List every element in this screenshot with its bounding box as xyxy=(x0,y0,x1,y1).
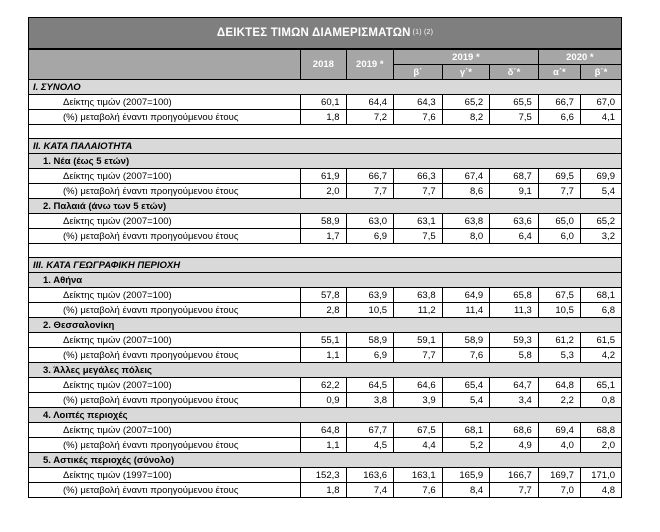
title-footnote-refs: (1) (2) xyxy=(412,28,434,36)
value-cell: 67,4 xyxy=(442,169,490,184)
value-cell: 11,4 xyxy=(442,303,490,318)
value-cell: 5,8 xyxy=(490,348,539,363)
spacer-cell xyxy=(442,125,490,139)
price-index-table xyxy=(28,49,622,498)
value-cell: 64,5 xyxy=(346,378,394,393)
value-cell: 7,5 xyxy=(394,229,443,244)
value-cell: 4,2 xyxy=(580,348,621,363)
spacer-cell xyxy=(346,125,394,139)
spacer-cell xyxy=(301,125,346,139)
row-label: Δείκτης τιμών (1997=100) xyxy=(29,468,301,483)
spacer-cell xyxy=(490,125,539,139)
spacer-cell xyxy=(29,125,301,139)
spacer-cell xyxy=(580,244,621,258)
header-2020-q2: β΄* xyxy=(580,65,621,80)
value-cell: 58,9 xyxy=(442,333,490,348)
value-cell: 6,9 xyxy=(346,229,394,244)
value-cell: 61,2 xyxy=(538,333,580,348)
value-cell: 7,5 xyxy=(490,110,539,125)
value-cell: 166,7 xyxy=(490,468,539,483)
table-row xyxy=(29,333,622,348)
row-label: (%) μεταβολή έναντι προηγούμενου έτους xyxy=(29,110,301,125)
value-cell: 169,7 xyxy=(538,468,580,483)
value-cell: 5,2 xyxy=(442,438,490,453)
value-cell: 58,9 xyxy=(346,333,394,348)
value-cell: 4,9 xyxy=(490,438,539,453)
subsection-header-row xyxy=(29,273,622,288)
value-cell: 4,5 xyxy=(346,438,394,453)
row-label: Δείκτης τιμών (2007=100) xyxy=(29,333,301,348)
spacer-cell xyxy=(538,244,580,258)
value-cell: 8,4 xyxy=(442,483,490,498)
price-index-table-container xyxy=(28,17,622,498)
value-cell: 65,1 xyxy=(580,378,621,393)
table-row xyxy=(29,423,622,438)
value-cell: 63,0 xyxy=(346,214,394,229)
value-cell: 63,6 xyxy=(490,214,539,229)
value-cell: 1,1 xyxy=(301,438,346,453)
row-label: (%) μεταβολή έναντι προηγούμενου έτους xyxy=(29,348,301,363)
value-cell: 64,8 xyxy=(301,423,346,438)
value-cell: 64,6 xyxy=(394,378,443,393)
value-cell: 65,5 xyxy=(490,95,539,110)
value-cell: 8,2 xyxy=(442,110,490,125)
value-cell: 7,7 xyxy=(394,184,443,199)
value-cell: 3,4 xyxy=(490,393,539,408)
value-cell: 0,8 xyxy=(580,393,621,408)
value-cell: 63,8 xyxy=(442,214,490,229)
value-cell: 69,9 xyxy=(580,169,621,184)
value-cell: 2,0 xyxy=(301,184,346,199)
value-cell: 63,8 xyxy=(394,288,443,303)
value-cell: 7,6 xyxy=(394,483,443,498)
value-cell: 7,4 xyxy=(346,483,394,498)
value-cell: 64,7 xyxy=(490,378,539,393)
header-2019-q2: β΄ xyxy=(394,65,443,80)
subsection-header-row xyxy=(29,453,622,468)
subsection-title: 5. Αστικές περιοχές (σύνολο) xyxy=(29,453,622,468)
section-title: I. ΣΥΝΟΛΟ xyxy=(29,80,622,95)
value-cell: 8,0 xyxy=(442,229,490,244)
table-row xyxy=(29,214,622,229)
subsection-header-row xyxy=(29,318,622,333)
header-2019-q3: γ΄* xyxy=(442,65,490,80)
value-cell: 5,4 xyxy=(580,184,621,199)
row-label: Δείκτης τιμών (2007=100) xyxy=(29,288,301,303)
value-cell: 1,7 xyxy=(301,229,346,244)
subsection-header-row xyxy=(29,408,622,423)
value-cell: 1,1 xyxy=(301,348,346,363)
value-cell: 2,2 xyxy=(538,393,580,408)
label-column-header xyxy=(29,50,301,80)
value-cell: 6,8 xyxy=(580,303,621,318)
row-label: (%) μεταβολή έναντι προηγούμενου έτους xyxy=(29,483,301,498)
value-cell: 64,4 xyxy=(346,95,394,110)
section-header-row xyxy=(29,139,622,154)
section-spacer xyxy=(29,125,622,139)
value-cell: 68,8 xyxy=(580,423,621,438)
value-cell: 66,7 xyxy=(538,95,580,110)
value-cell: 63,9 xyxy=(346,288,394,303)
value-cell: 7,6 xyxy=(394,110,443,125)
value-cell: 10,5 xyxy=(346,303,394,318)
table-body xyxy=(29,80,622,498)
spacer-cell xyxy=(538,125,580,139)
value-cell: 2,8 xyxy=(301,303,346,318)
value-cell: 7,7 xyxy=(394,348,443,363)
value-cell: 7,2 xyxy=(346,110,394,125)
subsection-header-row xyxy=(29,199,622,214)
row-label: (%) μεταβολή έναντι προηγούμενου έτους xyxy=(29,303,301,318)
spacer-cell xyxy=(29,244,301,258)
value-cell: 69,4 xyxy=(538,423,580,438)
value-cell: 55,1 xyxy=(301,333,346,348)
value-cell: 6,6 xyxy=(538,110,580,125)
value-cell: 5,4 xyxy=(442,393,490,408)
value-cell: 67,0 xyxy=(580,95,621,110)
subsection-title: 3. Άλλες μεγάλες πόλεις xyxy=(29,363,622,378)
value-cell: 7,6 xyxy=(442,348,490,363)
value-cell: 68,7 xyxy=(490,169,539,184)
row-label: (%) μεταβολή έναντι προηγούμενου έτους xyxy=(29,438,301,453)
table-row xyxy=(29,184,622,199)
table-row xyxy=(29,303,622,318)
value-cell: 62,2 xyxy=(301,378,346,393)
value-cell: 5,3 xyxy=(538,348,580,363)
value-cell: 163,6 xyxy=(346,468,394,483)
value-cell: 3,2 xyxy=(580,229,621,244)
value-cell: 69,5 xyxy=(538,169,580,184)
value-cell: 65,0 xyxy=(538,214,580,229)
header-group-2019: 2019 * xyxy=(394,50,539,65)
header-year-2019: 2019 * xyxy=(346,50,394,80)
section-header-row xyxy=(29,80,622,95)
value-cell: 59,3 xyxy=(490,333,539,348)
value-cell: 7,0 xyxy=(538,483,580,498)
value-cell: 4,8 xyxy=(580,483,621,498)
table-row xyxy=(29,169,622,184)
value-cell: 6,4 xyxy=(490,229,539,244)
spacer-cell xyxy=(490,244,539,258)
spacer-cell xyxy=(346,244,394,258)
table-row xyxy=(29,468,622,483)
value-cell: 152,3 xyxy=(301,468,346,483)
row-label: Δείκτης τιμών (2007=100) xyxy=(29,378,301,393)
spacer-cell xyxy=(394,244,443,258)
subsection-title: 2. Θεσσαλονίκη xyxy=(29,318,622,333)
value-cell: 66,7 xyxy=(346,169,394,184)
row-label: (%) μεταβολή έναντι προηγούμενου έτους xyxy=(29,184,301,199)
value-cell: 68,1 xyxy=(442,423,490,438)
value-cell: 61,9 xyxy=(301,169,346,184)
subsection-title: 4. Λοιπές περιοχές xyxy=(29,408,622,423)
row-label: (%) μεταβολή έναντι προηγούμενου έτους xyxy=(29,393,301,408)
spacer-cell xyxy=(580,125,621,139)
value-cell: 65,4 xyxy=(442,378,490,393)
value-cell: 0,9 xyxy=(301,393,346,408)
value-cell: 4,1 xyxy=(580,110,621,125)
value-cell: 3,9 xyxy=(394,393,443,408)
section-header-row xyxy=(29,258,622,273)
value-cell: 6,9 xyxy=(346,348,394,363)
value-cell: 64,3 xyxy=(394,95,443,110)
table-row xyxy=(29,110,622,125)
value-cell: 4,4 xyxy=(394,438,443,453)
value-cell: 11,2 xyxy=(394,303,443,318)
value-cell: 67,5 xyxy=(394,423,443,438)
row-label: Δείκτης τιμών (2007=100) xyxy=(29,214,301,229)
subsection-header-row xyxy=(29,154,622,169)
table-row xyxy=(29,393,622,408)
value-cell: 11,3 xyxy=(490,303,539,318)
subsection-title: 1. Νέα (έως 5 ετών) xyxy=(29,154,622,169)
value-cell: 3,8 xyxy=(346,393,394,408)
table-row xyxy=(29,95,622,110)
value-cell: 8,6 xyxy=(442,184,490,199)
header-year-2018: 2018 xyxy=(301,50,346,80)
value-cell: 65,2 xyxy=(442,95,490,110)
value-cell: 61,5 xyxy=(580,333,621,348)
row-label: Δείκτης τιμών (2007=100) xyxy=(29,423,301,438)
table-row xyxy=(29,378,622,393)
value-cell: 64,8 xyxy=(538,378,580,393)
value-cell: 60,1 xyxy=(301,95,346,110)
value-cell: 65,2 xyxy=(580,214,621,229)
value-cell: 163,1 xyxy=(394,468,443,483)
header-2019-q4: δ΄* xyxy=(490,65,539,80)
value-cell: 4,0 xyxy=(538,438,580,453)
value-cell: 58,9 xyxy=(301,214,346,229)
value-cell: 63,1 xyxy=(394,214,443,229)
subsection-title: 2. Παλαιά (άνω των 5 ετών) xyxy=(29,199,622,214)
value-cell: 67,5 xyxy=(538,288,580,303)
section-title: II. ΚΑΤΑ ΠΑΛΑΙΟΤΗΤΑ xyxy=(29,139,622,154)
row-label: Δείκτης τιμών (2007=100) xyxy=(29,169,301,184)
value-cell: 10,5 xyxy=(538,303,580,318)
value-cell: 65,8 xyxy=(490,288,539,303)
table-row xyxy=(29,288,622,303)
spacer-cell xyxy=(301,244,346,258)
value-cell: 165,9 xyxy=(442,468,490,483)
header-2020-q1: α΄* xyxy=(538,65,580,80)
row-label: Δείκτης τιμών (2007=100) xyxy=(29,95,301,110)
value-cell: 6,0 xyxy=(538,229,580,244)
section-title: III. ΚΑΤΑ ΓΕΩΓΡΑΦΙΚΗ ΠΕΡΙΟΧΗ xyxy=(29,258,622,273)
value-cell: 1,8 xyxy=(301,110,346,125)
value-cell: 171,0 xyxy=(580,468,621,483)
table-row xyxy=(29,229,622,244)
value-cell: 9,1 xyxy=(490,184,539,199)
table-title-text: ΔΕΙΚΤΕΣ ΤΙΜΩΝ ΔΙΑΜΕΡΙΣΜΑΤΩΝ xyxy=(216,27,411,39)
value-cell: 59,1 xyxy=(394,333,443,348)
value-cell: 57,8 xyxy=(301,288,346,303)
spacer-cell xyxy=(394,125,443,139)
value-cell: 67,7 xyxy=(346,423,394,438)
table-row xyxy=(29,348,622,363)
table-row xyxy=(29,483,622,498)
value-cell: 7,7 xyxy=(346,184,394,199)
value-cell: 68,1 xyxy=(580,288,621,303)
value-cell: 66,3 xyxy=(394,169,443,184)
subsection-title: 1. Αθήνα xyxy=(29,273,622,288)
spacer-cell xyxy=(442,244,490,258)
table-title xyxy=(28,17,622,49)
row-label: (%) μεταβολή έναντι προηγούμενου έτους xyxy=(29,229,301,244)
section-spacer xyxy=(29,244,622,258)
subsection-header-row xyxy=(29,363,622,378)
value-cell: 7,7 xyxy=(490,483,539,498)
header-group-2020: 2020 * xyxy=(538,50,621,65)
value-cell: 64,9 xyxy=(442,288,490,303)
table-row xyxy=(29,438,622,453)
value-cell: 68,6 xyxy=(490,423,539,438)
value-cell: 1,8 xyxy=(301,483,346,498)
value-cell: 7,7 xyxy=(538,184,580,199)
value-cell: 2,0 xyxy=(580,438,621,453)
